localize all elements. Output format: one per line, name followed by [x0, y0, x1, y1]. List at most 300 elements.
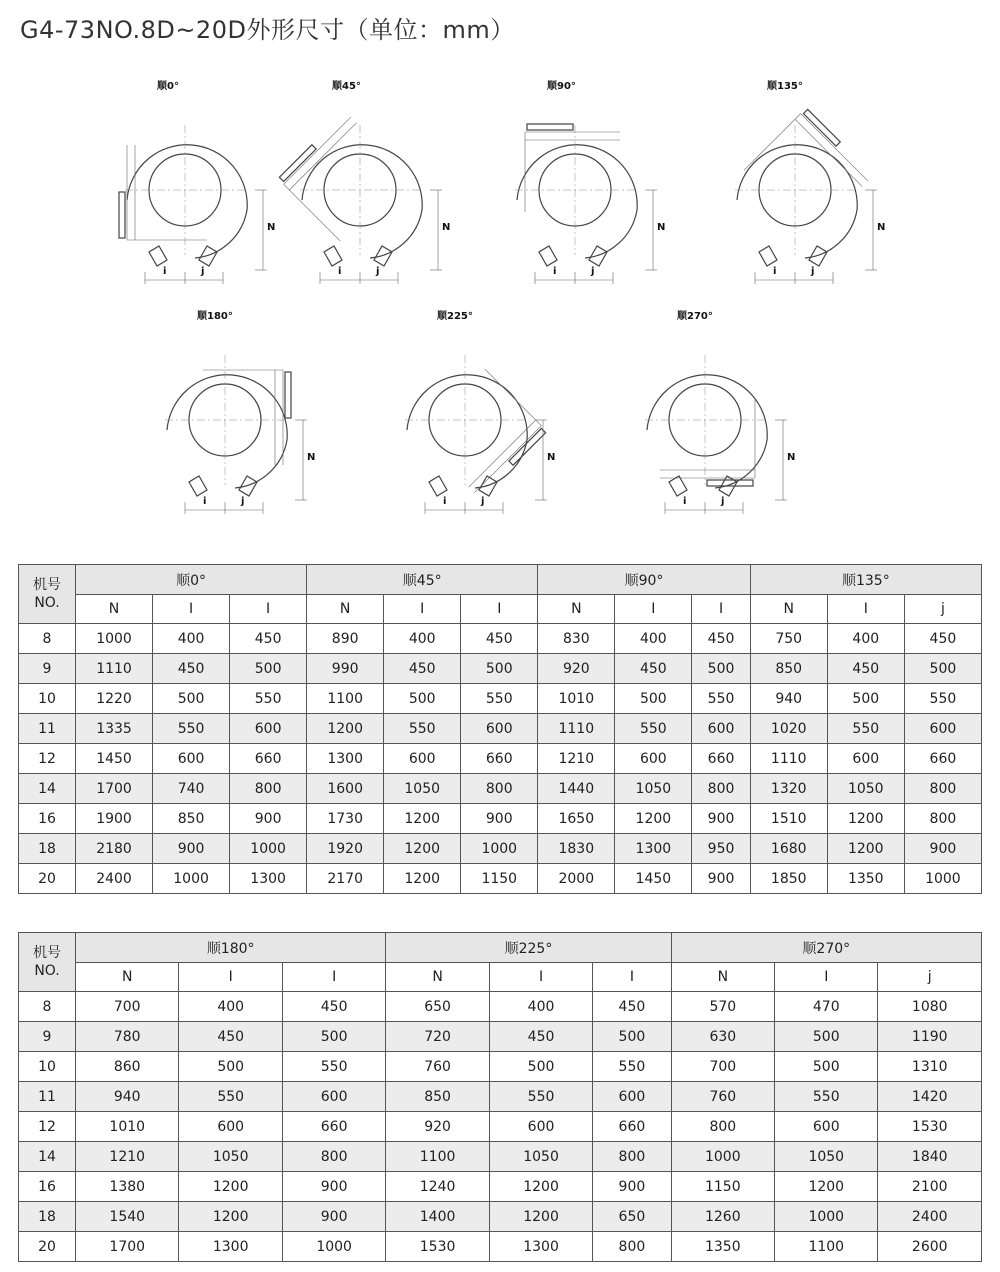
value-cell: 400: [615, 624, 692, 654]
value-cell: 1110: [76, 654, 153, 684]
casing-outline: [167, 375, 287, 488]
value-cell: 1100: [307, 684, 384, 714]
value-cell: 950: [692, 834, 750, 864]
dim-label-j: j: [241, 496, 245, 507]
dim-label-i: i: [443, 496, 447, 507]
value-cell: 850: [153, 804, 230, 834]
table-row: [19, 1232, 982, 1262]
rotation-label: 顺270°: [677, 311, 713, 322]
value-cell: 450: [904, 624, 981, 654]
value-cell: 1320: [750, 774, 827, 804]
value-cell: 600: [461, 714, 538, 744]
value-cell: 920: [386, 1112, 489, 1142]
value-cell: 550: [904, 684, 981, 714]
value-cell: 400: [384, 624, 461, 654]
support-foot: [189, 476, 207, 496]
dimension-table-2: [18, 932, 982, 1262]
value-cell: 1100: [775, 1232, 878, 1262]
value-cell: 600: [593, 1082, 671, 1112]
value-cell: 1000: [282, 1232, 385, 1262]
value-cell: 1700: [76, 1232, 179, 1262]
fan-diagram-rot90: [500, 75, 670, 290]
value-cell: 860: [76, 1052, 179, 1082]
value-cell: 400: [179, 992, 282, 1022]
value-cell: 470: [775, 992, 878, 1022]
value-cell: 500: [827, 684, 904, 714]
value-cell: 1080: [878, 992, 982, 1022]
sub-header: N: [386, 963, 489, 992]
group-header: 顺45°: [307, 565, 538, 595]
dim-label-i: i: [163, 266, 167, 277]
value-cell: 550: [692, 684, 750, 714]
value-cell: 1200: [775, 1172, 878, 1202]
value-cell: 990: [307, 654, 384, 684]
value-cell: 1440: [538, 774, 615, 804]
value-cell: 500: [692, 654, 750, 684]
sub-header: I: [615, 595, 692, 624]
value-cell: 1310: [878, 1052, 982, 1082]
dim-label-i: i: [203, 496, 207, 507]
value-cell: 500: [282, 1022, 385, 1052]
value-cell: 800: [692, 774, 750, 804]
sub-header: N: [671, 963, 774, 992]
machine-no-cell: 20: [19, 864, 76, 894]
value-cell: 550: [489, 1082, 592, 1112]
rotation-label: 顺180°: [197, 311, 233, 322]
value-cell: 1300: [307, 744, 384, 774]
fan-outline-drawing: [110, 75, 280, 290]
table-row: [19, 714, 982, 744]
dim-label-i: i: [683, 496, 687, 507]
value-cell: 800: [593, 1142, 671, 1172]
value-cell: 900: [153, 834, 230, 864]
value-cell: 2180: [76, 834, 153, 864]
group-header: 顺90°: [538, 565, 750, 595]
value-cell: 850: [386, 1082, 489, 1112]
outlet-duct: [525, 124, 620, 212]
dim-label-n: N: [877, 222, 886, 233]
sub-header: I: [775, 963, 878, 992]
rotation-label: 顺135°: [767, 81, 803, 92]
value-cell: 450: [827, 654, 904, 684]
fan-diagram-rot180: [150, 305, 320, 520]
value-cell: 450: [282, 992, 385, 1022]
fan-outline-drawing: [150, 305, 320, 520]
value-cell: 1000: [230, 834, 307, 864]
value-cell: 500: [489, 1052, 592, 1082]
value-cell: 650: [386, 992, 489, 1022]
value-cell: 1200: [489, 1172, 592, 1202]
value-cell: 900: [692, 804, 750, 834]
table-row: [19, 864, 982, 894]
value-cell: 1210: [76, 1142, 179, 1172]
value-cell: 920: [538, 654, 615, 684]
value-cell: 600: [904, 714, 981, 744]
value-cell: 1830: [538, 834, 615, 864]
value-cell: 1260: [671, 1202, 774, 1232]
value-cell: 900: [593, 1172, 671, 1202]
value-cell: 1050: [179, 1142, 282, 1172]
dim-label-n: N: [307, 452, 316, 463]
value-cell: 1200: [489, 1202, 592, 1232]
dim-label-n: N: [657, 222, 666, 233]
casing-outline: [407, 375, 527, 488]
machine-no-label-en: NO.: [34, 595, 60, 611]
value-cell: 450: [179, 1022, 282, 1052]
value-cell: 1335: [76, 714, 153, 744]
group-header: 顺225°: [386, 933, 671, 963]
dim-label-j: j: [376, 266, 380, 277]
support-foot: [149, 246, 167, 266]
value-cell: 630: [671, 1022, 774, 1052]
support-foot: [539, 246, 557, 266]
dim-label-n: N: [787, 452, 796, 463]
value-cell: 800: [904, 774, 981, 804]
value-cell: 400: [153, 624, 230, 654]
value-cell: 550: [827, 714, 904, 744]
value-cell: 1150: [671, 1172, 774, 1202]
value-cell: 700: [671, 1052, 774, 1082]
machine-no-label-en: NO.: [34, 963, 60, 979]
value-cell: 600: [179, 1112, 282, 1142]
value-cell: 600: [153, 744, 230, 774]
support-foot: [324, 246, 342, 266]
value-cell: 1200: [307, 714, 384, 744]
support-foot: [669, 476, 687, 496]
value-cell: 1200: [384, 834, 461, 864]
value-cell: 2400: [878, 1202, 982, 1232]
dim-label-i: i: [773, 266, 777, 277]
value-cell: 500: [904, 654, 981, 684]
value-cell: 1350: [671, 1232, 774, 1262]
sub-header: I: [593, 963, 671, 992]
value-cell: 800: [461, 774, 538, 804]
machine-no-cell: 20: [19, 1232, 76, 1262]
value-cell: 900: [282, 1172, 385, 1202]
machine-no-header: [19, 933, 76, 992]
rotation-label: 顺45°: [332, 81, 361, 92]
value-cell: 1450: [615, 864, 692, 894]
machine-no-cell: 16: [19, 804, 76, 834]
value-cell: 2400: [76, 864, 153, 894]
machine-no-cell: 8: [19, 992, 76, 1022]
value-cell: 1190: [878, 1022, 982, 1052]
machine-no-cell: 16: [19, 1172, 76, 1202]
value-cell: 550: [282, 1052, 385, 1082]
value-cell: 1200: [827, 804, 904, 834]
value-cell: 1050: [827, 774, 904, 804]
value-cell: 1200: [384, 804, 461, 834]
sub-header: I: [230, 595, 307, 624]
value-cell: 600: [230, 714, 307, 744]
table-row: [19, 1142, 982, 1172]
value-cell: 1840: [878, 1142, 982, 1172]
value-cell: 1050: [775, 1142, 878, 1172]
sub-header: N: [76, 963, 179, 992]
rotation-label: 顺0°: [157, 81, 179, 92]
value-cell: 600: [282, 1082, 385, 1112]
value-cell: 660: [230, 744, 307, 774]
table-row: [19, 1172, 982, 1202]
group-header: 顺135°: [750, 565, 981, 595]
value-cell: 1530: [878, 1112, 982, 1142]
value-cell: 1010: [538, 684, 615, 714]
value-cell: 1700: [76, 774, 153, 804]
value-cell: 1300: [230, 864, 307, 894]
value-cell: 800: [671, 1112, 774, 1142]
value-cell: 450: [230, 624, 307, 654]
value-cell: 1200: [384, 864, 461, 894]
casing-outline: [647, 375, 767, 488]
sub-header: I: [179, 963, 282, 992]
value-cell: 1000: [904, 864, 981, 894]
fan-diagram-rot270: [630, 305, 800, 520]
value-cell: 450: [384, 654, 461, 684]
value-cell: 450: [489, 1022, 592, 1052]
dim-label-j: j: [721, 496, 725, 507]
table-row: [19, 1052, 982, 1082]
value-cell: 800: [282, 1142, 385, 1172]
value-cell: 800: [230, 774, 307, 804]
value-cell: 500: [461, 654, 538, 684]
machine-no-cell: 14: [19, 774, 76, 804]
value-cell: 740: [153, 774, 230, 804]
casing-outline: [302, 145, 422, 258]
value-cell: 2170: [307, 864, 384, 894]
sub-header: N: [307, 595, 384, 624]
value-cell: 1540: [76, 1202, 179, 1232]
value-cell: 1010: [76, 1112, 179, 1142]
machine-no-cell: 10: [19, 684, 76, 714]
value-cell: 600: [615, 744, 692, 774]
value-cell: 1110: [538, 714, 615, 744]
value-cell: 450: [615, 654, 692, 684]
table-row: [19, 992, 982, 1022]
value-cell: 1650: [538, 804, 615, 834]
machine-no-cell: 12: [19, 1112, 76, 1142]
machine-no-header: [19, 565, 76, 624]
value-cell: 720: [386, 1022, 489, 1052]
value-cell: 1900: [76, 804, 153, 834]
group-header: 顺270°: [671, 933, 981, 963]
value-cell: 700: [76, 992, 179, 1022]
value-cell: 2600: [878, 1232, 982, 1262]
value-cell: 660: [282, 1112, 385, 1142]
value-cell: 1220: [76, 684, 153, 714]
value-cell: 400: [489, 992, 592, 1022]
dim-label-j: j: [811, 266, 815, 277]
page-title: G4-73NO.8D~20D外形尺寸（单位：mm）: [20, 16, 515, 44]
value-cell: 1000: [461, 834, 538, 864]
value-cell: 760: [671, 1082, 774, 1112]
value-cell: 850: [750, 654, 827, 684]
value-cell: 1300: [615, 834, 692, 864]
fan-diagram-rot0: [110, 75, 280, 290]
dim-label-j: j: [591, 266, 595, 277]
value-cell: 900: [282, 1202, 385, 1232]
fan-outline-drawing: [500, 75, 670, 290]
sub-header: I: [461, 595, 538, 624]
value-cell: 1680: [750, 834, 827, 864]
value-cell: 660: [692, 744, 750, 774]
value-cell: 550: [153, 714, 230, 744]
group-header: 顺0°: [76, 565, 307, 595]
value-cell: 450: [153, 654, 230, 684]
dim-label-j: j: [201, 266, 205, 277]
value-cell: 900: [461, 804, 538, 834]
value-cell: 600: [489, 1112, 592, 1142]
sub-header: I: [153, 595, 230, 624]
value-cell: 830: [538, 624, 615, 654]
value-cell: 1920: [307, 834, 384, 864]
value-cell: 1200: [827, 834, 904, 864]
value-cell: 660: [904, 744, 981, 774]
value-cell: 1350: [827, 864, 904, 894]
value-cell: 1200: [615, 804, 692, 834]
value-cell: 550: [384, 714, 461, 744]
value-cell: 2100: [878, 1172, 982, 1202]
value-cell: 1020: [750, 714, 827, 744]
value-cell: 940: [750, 684, 827, 714]
value-cell: 550: [461, 684, 538, 714]
dimension-table-1: [18, 564, 982, 894]
outlet-duct: [660, 398, 755, 486]
value-cell: 500: [153, 684, 230, 714]
value-cell: 500: [775, 1022, 878, 1052]
fan-diagram-rot225: [390, 305, 560, 520]
machine-no-label: 机号: [33, 945, 61, 961]
value-cell: 800: [904, 804, 981, 834]
value-cell: 550: [179, 1082, 282, 1112]
sub-header: N: [538, 595, 615, 624]
sub-header: I: [489, 963, 592, 992]
machine-no-cell: 11: [19, 714, 76, 744]
value-cell: 1530: [386, 1232, 489, 1262]
value-cell: 500: [593, 1022, 671, 1052]
value-cell: 1000: [153, 864, 230, 894]
table-row: [19, 774, 982, 804]
fan-diagram-rot135: [720, 75, 890, 290]
value-cell: 1240: [386, 1172, 489, 1202]
value-cell: 1000: [76, 624, 153, 654]
value-cell: 660: [461, 744, 538, 774]
value-cell: 1420: [878, 1082, 982, 1112]
rotation-label: 顺225°: [437, 311, 473, 322]
value-cell: 1000: [671, 1142, 774, 1172]
machine-no-cell: 9: [19, 1022, 76, 1052]
value-cell: 660: [593, 1112, 671, 1142]
value-cell: 1050: [384, 774, 461, 804]
sub-header: N: [76, 595, 153, 624]
value-cell: 1050: [615, 774, 692, 804]
dim-label-i: i: [553, 266, 557, 277]
value-cell: 780: [76, 1022, 179, 1052]
value-cell: 550: [593, 1052, 671, 1082]
value-cell: 550: [615, 714, 692, 744]
table-row: [19, 1202, 982, 1232]
value-cell: 1000: [775, 1202, 878, 1232]
value-cell: 1600: [307, 774, 384, 804]
value-cell: 600: [384, 744, 461, 774]
table-row: [19, 684, 982, 714]
value-cell: 500: [615, 684, 692, 714]
fan-diagram-rot45: [285, 75, 455, 290]
value-cell: 750: [750, 624, 827, 654]
sub-header: I: [827, 595, 904, 624]
value-cell: 600: [692, 714, 750, 744]
value-cell: 500: [775, 1052, 878, 1082]
machine-no-cell: 8: [19, 624, 76, 654]
dim-label-i: i: [338, 266, 342, 277]
machine-no-cell: 9: [19, 654, 76, 684]
value-cell: 1400: [386, 1202, 489, 1232]
machine-no-cell: 14: [19, 1142, 76, 1172]
value-cell: 570: [671, 992, 774, 1022]
value-cell: 1510: [750, 804, 827, 834]
dim-label-n: N: [267, 222, 276, 233]
machine-no-cell: 10: [19, 1052, 76, 1082]
sub-header: j: [904, 595, 981, 624]
value-cell: 600: [775, 1112, 878, 1142]
value-cell: 500: [230, 654, 307, 684]
sub-header: N: [750, 595, 827, 624]
group-header: 顺180°: [76, 933, 386, 963]
machine-no-cell: 18: [19, 1202, 76, 1232]
value-cell: 1100: [386, 1142, 489, 1172]
value-cell: 900: [692, 864, 750, 894]
value-cell: 600: [827, 744, 904, 774]
table-row: [19, 804, 982, 834]
value-cell: 900: [904, 834, 981, 864]
table-row: [19, 1082, 982, 1112]
machine-no-cell: 18: [19, 834, 76, 864]
value-cell: 450: [593, 992, 671, 1022]
value-cell: 500: [179, 1052, 282, 1082]
value-cell: 450: [692, 624, 750, 654]
value-cell: 550: [230, 684, 307, 714]
value-cell: 1730: [307, 804, 384, 834]
fan-outline-drawing: [630, 305, 800, 520]
value-cell: 1300: [179, 1232, 282, 1262]
table-row: [19, 744, 982, 774]
outlet-duct: [203, 370, 291, 465]
table-row: [19, 654, 982, 684]
value-cell: 760: [386, 1052, 489, 1082]
value-cell: 2000: [538, 864, 615, 894]
outlet-duct: [119, 145, 207, 240]
fan-outline-drawing: [285, 75, 455, 290]
table-row: [19, 624, 982, 654]
casing-outline: [737, 145, 857, 258]
value-cell: 800: [593, 1232, 671, 1262]
value-cell: 1850: [750, 864, 827, 894]
value-cell: 940: [76, 1082, 179, 1112]
table-row: [19, 1112, 982, 1142]
dim-label-j: j: [481, 496, 485, 507]
support-foot: [759, 246, 777, 266]
rotation-label: 顺90°: [547, 81, 576, 92]
fan-outline-drawing: [390, 305, 560, 520]
dim-label-n: N: [442, 222, 451, 233]
sub-header: I: [692, 595, 750, 624]
value-cell: 1110: [750, 744, 827, 774]
value-cell: 1210: [538, 744, 615, 774]
value-cell: 1300: [489, 1232, 592, 1262]
value-cell: 550: [775, 1082, 878, 1112]
machine-no-cell: 12: [19, 744, 76, 774]
value-cell: 500: [384, 684, 461, 714]
support-foot: [429, 476, 447, 496]
